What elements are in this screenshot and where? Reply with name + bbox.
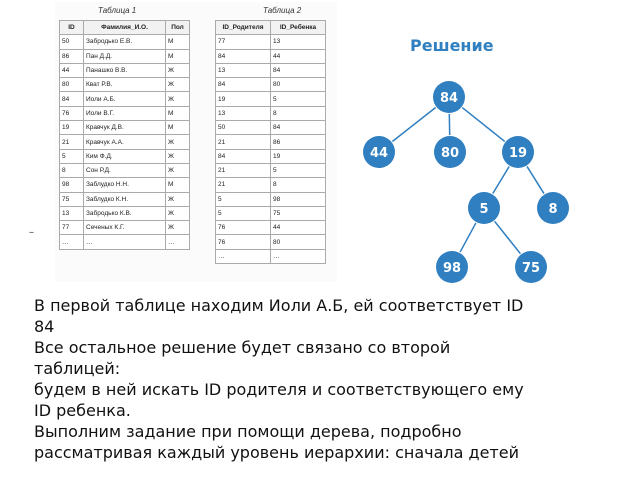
table-cell: Кравчук Д.В. [84,121,166,135]
table-cell: Заблудко К.Н. [84,192,166,206]
table-cell: 50 [60,35,84,49]
table-cell: 5 [216,206,271,220]
table-cell: 75 [271,206,326,220]
text-line: Все остальное решение будет связано со второй [34,338,451,357]
tree-edge-5-98 [460,223,476,252]
table-cell: Ж [166,63,190,77]
table-cell: 13 [271,35,326,49]
table-cell: 21 [216,178,271,192]
table-cell: 19 [271,149,326,163]
text-line: будем в ней искать ID родителя и соответствующего ему [34,380,524,399]
table-cell: 19 [216,92,271,106]
table-cell: 76 [60,106,84,120]
tree-edge-19-8 [527,166,544,193]
table-cell: 76 [216,235,271,249]
table-cell: 84 [216,78,271,92]
table-cell: … [216,249,271,263]
table-cell: 86 [60,49,84,63]
table-cell: 8 [271,106,326,120]
tree-node-label: 98 [442,261,462,276]
tree-node-label: 19 [508,146,528,161]
tree-node-label: 44 [369,146,389,161]
tree-edge-84-44 [392,108,435,142]
table-cell: 5 [271,92,326,106]
tree-node-label: 8 [548,202,558,217]
table2-caption: Таблица 2 [263,6,302,15]
table-cell: 76 [216,221,271,235]
table-cell: … [271,249,326,263]
stray-mark: – [29,227,34,238]
table-cell: Ж [166,192,190,206]
table-cell: Ж [166,221,190,235]
table-cell: 13 [216,63,271,77]
table-cell: Кравчук А.А. [84,135,166,149]
table-cell: 44 [60,63,84,77]
table-cell: 19 [60,121,84,135]
table-cell: Забродько Е.В. [84,35,166,49]
table-cell: 5 [216,192,271,206]
table-cell: … [60,235,84,249]
table-cell: М [166,178,190,192]
table-cell: 84 [271,121,326,135]
table-cell: Ким Ф.Д. [84,149,166,163]
table1-header-cell: Пол [166,21,190,35]
table-cell: 21 [60,135,84,149]
text-line: таблицей: [34,359,121,378]
table-cell: 80 [271,78,326,92]
table-cell: 13 [216,106,271,120]
table-cell: Панашко В.В. [84,63,166,77]
table-cell: 21 [216,163,271,177]
tree-node-label: 75 [521,261,541,276]
table-cell: 84 [216,49,271,63]
table-cell: … [84,235,166,249]
tree-node-label: 84 [439,91,459,106]
text-line: Выполним задание при помощи дерева, подробно [34,422,462,441]
table-cell: 98 [271,192,326,206]
table-cell: 5 [60,149,84,163]
table-cell: … [166,235,190,249]
table-cell: 44 [271,49,326,63]
explanation-text [34,295,638,463]
table-cell: 84 [271,63,326,77]
table-cell: 77 [216,35,271,49]
table-cell: 86 [271,135,326,149]
tree-node-label: 80 [440,146,460,161]
table-cell: 44 [271,221,326,235]
table-cell: 13 [60,206,84,220]
table-cell: М [166,35,190,49]
table-cell: 75 [60,192,84,206]
table-cell: 80 [60,78,84,92]
table-cell: Забродько К.В. [84,206,166,220]
table-cell: Ж [166,78,190,92]
table-cell: 5 [271,163,326,177]
table-cell: 50 [216,121,271,135]
table2-header-cell: ID_Родителя [216,21,271,35]
table-cell: М [166,49,190,63]
text-line: рассматривая каждый уровень иерархии: сначала детей [34,443,519,462]
table-cell: 84 [216,149,271,163]
table-cell: 80 [271,235,326,249]
table-cell: Заблудко Н.Н. [84,178,166,192]
table-cell: 77 [60,221,84,235]
table-cell: 84 [60,92,84,106]
table-cell: 8 [60,163,84,177]
table-cell: Пан Д.Д. [84,49,166,63]
tree-edge-5-75 [495,221,521,253]
table-cell: Кват Р.В. [84,78,166,92]
table2-header-cell: ID_Ребенка [271,21,326,35]
text-line: 84 [34,317,55,336]
table-cell: Ж [166,92,190,106]
table-cell: 8 [271,178,326,192]
table-cell: М [166,121,190,135]
table-cell: Иоли В.Г. [84,106,166,120]
table-cell: Ж [166,149,190,163]
table1-header-cell: Фамилия_И.О. [84,21,166,35]
text-line: В первой таблице находим Иоли А.Б, ей соответствует ID [34,296,524,315]
tree-node-label: 5 [479,202,489,217]
table-cell: 98 [60,178,84,192]
table-cell: 21 [216,135,271,149]
table1-header-cell: ID [60,21,84,35]
table-cell: Сон Р.Д. [84,163,166,177]
table1-caption: Таблица 1 [98,6,137,15]
text-line: ID ребенка. [34,401,131,420]
table-cell: Ж [166,135,190,149]
table-cell: Ж [166,206,190,220]
table-cell: Сеченых К.Г. [84,221,166,235]
solution-title: Решение [410,36,494,55]
table-cell: Ж [166,163,190,177]
table-cell: М [166,106,190,120]
tree-edge-84-19 [462,108,504,142]
table-cell: Иоли А.Б. [84,92,166,106]
tree-edge-19-5 [493,167,509,194]
